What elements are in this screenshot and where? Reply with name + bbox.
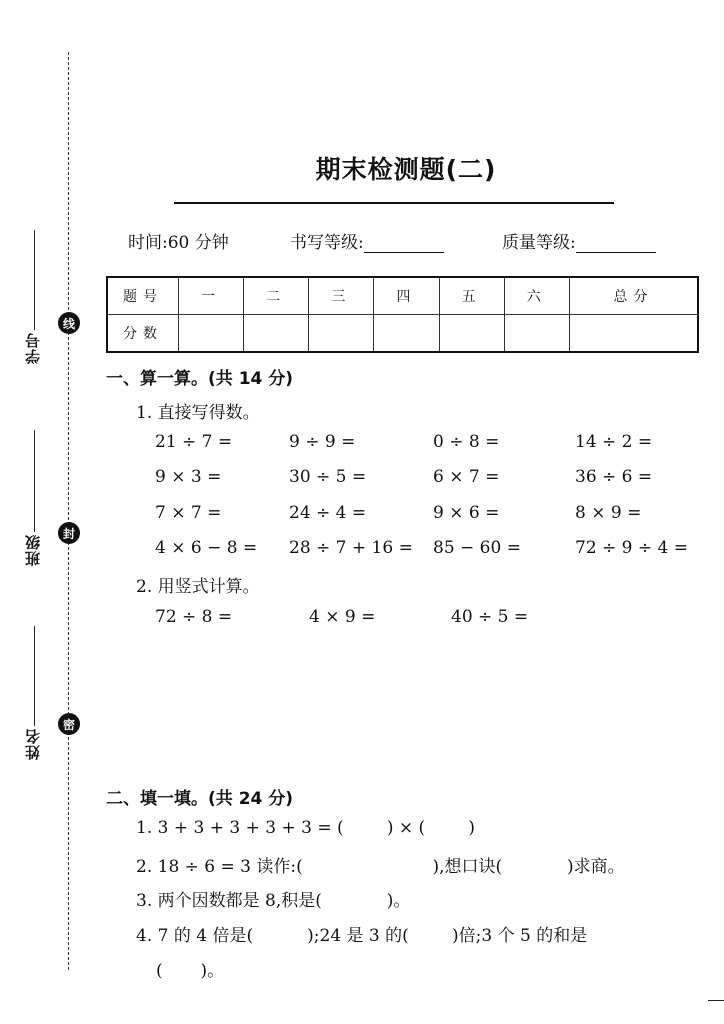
writing-grade-info — [290, 228, 502, 253]
column-header: 二 — [244, 277, 309, 315]
column-header: 三 — [309, 277, 374, 315]
fill-item-4-continued: ( )。 — [156, 961, 225, 981]
page-corner-mark — [708, 1000, 724, 1001]
fill-item-3: 3. 两个因数都是 8,积是( )。 — [136, 891, 411, 911]
exam-info-row — [128, 228, 656, 253]
equation: 24 ÷ 4 = — [289, 503, 367, 523]
column-header: 五 — [439, 277, 504, 315]
column-header: 六 — [504, 277, 569, 315]
equation: 4 × 6 − 8 = — [155, 538, 258, 558]
writing-grade-label: 书写等级: — [290, 233, 364, 253]
fill-item-2: 2. 18 ÷ 6 = 3 读作:( ),想口诀( )求商。 — [136, 857, 625, 877]
score-table — [106, 276, 699, 353]
equation: 30 ÷ 5 = — [289, 467, 367, 487]
student-number-field[interactable] — [22, 230, 44, 370]
class-field[interactable] — [22, 430, 44, 580]
column-header: 四 — [374, 277, 439, 315]
score-cell[interactable] — [179, 315, 244, 353]
equation: 72 ÷ 9 ÷ 4 = — [575, 538, 689, 558]
header-score: 分数 — [107, 315, 179, 353]
header-question-number: 题号 — [107, 277, 179, 315]
quality-grade-info — [502, 228, 656, 253]
binding-dotted-line — [68, 52, 69, 970]
name-label: 姓名 — [24, 728, 42, 760]
name-line — [34, 626, 35, 726]
equation: 21 ÷ 7 = — [155, 432, 233, 452]
time-info — [128, 228, 290, 253]
equation: 14 ÷ 2 = — [575, 432, 653, 452]
class-label: 班级 — [24, 534, 42, 566]
equation: 72 ÷ 8 = — [155, 607, 233, 627]
seal-secret-mark: 密 — [58, 713, 80, 735]
score-cell[interactable] — [374, 315, 439, 353]
class-line — [34, 430, 35, 532]
student-number-label: 学号 — [24, 332, 42, 364]
equation: 9 ÷ 9 = — [289, 432, 356, 452]
equation: 0 ÷ 8 = — [433, 432, 500, 452]
student-number-line — [34, 230, 35, 330]
seal-seal-mark: 封 — [58, 522, 80, 544]
equation: 9 × 3 = — [155, 467, 222, 487]
score-cell[interactable] — [439, 315, 504, 353]
column-header: 一 — [179, 277, 244, 315]
section2-heading: 二、填一填。(共 24 分) — [106, 789, 294, 809]
fill-item-4: 4. 7 的 4 倍是( );24 是 3 的( )倍;3 个 5 的和是 — [136, 926, 588, 946]
section1-q2-label: 2. 用竖式计算。 — [136, 577, 260, 597]
equation: 8 × 9 = — [575, 503, 642, 523]
equation: 6 × 7 = — [433, 467, 500, 487]
score-table-header-row — [107, 277, 698, 315]
quality-grade-blank[interactable] — [576, 234, 656, 253]
score-cell-total[interactable] — [569, 315, 698, 353]
section1-q1-label: 1. 直接写得数。 — [136, 403, 260, 423]
title-underline — [174, 202, 614, 204]
seal-line-mark: 线 — [58, 312, 80, 334]
page-title: 期末检测题(二) — [315, 155, 497, 184]
quality-grade-label: 质量等级: — [502, 233, 576, 253]
equation: 28 ÷ 7 + 16 = — [289, 538, 413, 558]
equation: 9 × 6 = — [433, 503, 500, 523]
equation: 7 × 7 = — [155, 503, 222, 523]
equation: 4 × 9 = — [309, 607, 376, 627]
equation: 40 ÷ 5 = — [451, 607, 529, 627]
score-cell[interactable] — [309, 315, 374, 353]
score-table-score-row — [107, 315, 698, 353]
column-header-total: 总分 — [569, 277, 698, 315]
equation: 85 − 60 = — [433, 538, 521, 558]
fill-item-1: 1. 3 + 3 + 3 + 3 + 3 = ( ) × ( ) — [136, 818, 476, 838]
name-field[interactable] — [22, 626, 44, 766]
time-label: 时间:60 分钟 — [128, 233, 229, 253]
score-cell[interactable] — [504, 315, 569, 353]
equation: 36 ÷ 6 = — [575, 467, 653, 487]
section1-heading: 一、算一算。(共 14 分) — [106, 369, 294, 389]
score-cell[interactable] — [244, 315, 309, 353]
writing-grade-blank[interactable] — [364, 234, 444, 253]
